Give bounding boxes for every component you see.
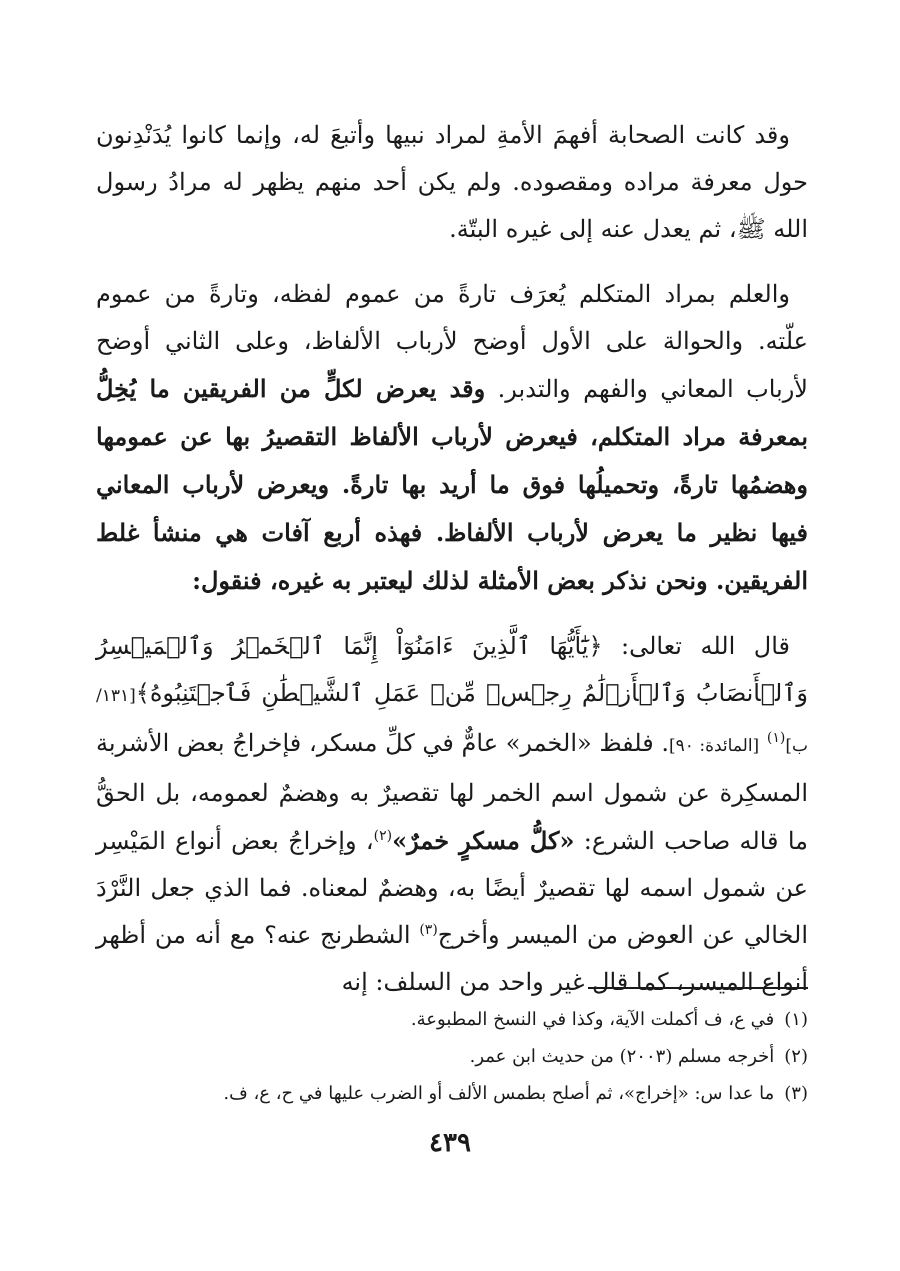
paragraph-3-text-2: ، وإخراجُ بعض أنواع المَيْسِر عن شمول اسمه لها تقصيرٌ أيضًا به، وهضمٌ لمعناه. فما الذي جعل النَّرْدَ الخالي عن العوض من الميسر وأخرج [96, 827, 808, 949]
quran-verse: ﴿يَٰٓأَيُّهَا ٱلَّذِينَ ءَامَنُوٓاْ إِنَّمَا ٱلۡخَمۡرُ وَٱلۡمَيۡسِرُ وَٱلۡأَنصَابُ وَٱلۡأَزۡلَٰمُ رِجۡسٞ مِّنۡ عَمَلِ ٱلشَّيۡطَٰنِ فَٱجۡتَنِبُوهُ﴾ [96, 632, 808, 707]
footnote-1-number: (١) [784, 1009, 808, 1030]
main-text [96, 112, 808, 1006]
paragraph-3 [96, 623, 808, 1006]
footnote-3 [120, 1075, 808, 1112]
footnotes [120, 1001, 808, 1112]
page-number: ٤٣٩ [429, 1128, 471, 1158]
paragraph-1-text: وقد كانت الصحابة أفهمَ الأمةِ لمراد نبيها وأتبعَ له، وإنما كانوا يُدَنْدِنون حول معرفة مراده ومقصوده. ولم يكن أحد منهم يظهر له مرادُ رسول الله ﷺ، ثم يعدل عنه إلى غيره البتّة. [96, 121, 808, 243]
footnote-marker-3: (٣) [419, 922, 438, 938]
sura-reference: [المائدة: ٩٠] [669, 736, 760, 756]
manuscript-reference: [١٣١/ب] [96, 686, 808, 756]
hadith-quote: «كلُّ مسكرٍ خمرٌ» [392, 826, 575, 855]
footnote-2-number: (٢) [784, 1046, 808, 1067]
footnote-marker-2: (٢) [373, 828, 393, 844]
paragraph-3-intro: قال الله تعالى: [621, 632, 790, 660]
paragraph-2-normal-text: والعلم بمراد المتكلم يُعرَف تارةً من عموم لفظه، وتارةً من عموم علّته. والحوالة على الأول أوضح لأرباب الألفاظ، وعلى الثاني أوضح لأرباب المعاني والفهم والتدبر. [96, 280, 808, 403]
paragraph-3-text-1: . فلفظ «الخمر» عامٌّ في كلِّ مسكر، فإخراجُ بعض الأشربة المسكِرة عن شمول اسم الخمر لها تقصيرٌ به وهضمٌ لعمومه، بل الحقُّ ما قاله صاحب الشرع: [96, 729, 808, 855]
footnote-1-text: في ع، ف أكملت الآية، وكذا في النسخ المطبوعة. [410, 1009, 775, 1030]
footnote-separator [588, 987, 808, 989]
footnote-2-text: أخرجه مسلم (٢٠٠٣) من حديث ابن عمر. [469, 1046, 775, 1067]
footnote-3-number: (٣) [784, 1083, 808, 1104]
paragraph-2 [96, 271, 808, 605]
footnote-2 [120, 1038, 808, 1075]
footnote-3-text: ما عدا س: «إخراج»، ثم أصلح بطمس الألف أو الضرب عليها في ح، ع، ف. [223, 1083, 775, 1104]
paragraph-2-bold-text: وقد يعرض لكلٍّ من الفريقين ما يُخِلُّ بمعرفة مراد المتكلم، فيعرض لأرباب الألفاظ التقصيرُ بها عن عمومها وهضمُها تارةً، وتحميلُها فوق ما أريد بها تارةً. ويعرض لأرباب المعاني فيها نظير ما يعرض لأرباب الألفاظ. فهذه أربع آفات هي منشأ غلط الفريقين. ونحن نذكر بعض الأمثلة لذلك ليعتبر به غيره، فنقول: [96, 374, 808, 595]
footnote-marker-1: (١) [766, 730, 786, 746]
footnote-1 [120, 1001, 808, 1038]
paragraph-1 [96, 112, 808, 253]
paragraph-3-text-3: الشطرنج عنه؟ مع أنه من أظهر أنواع الميسر، كما قال غير واحد من السلف: إنه [96, 921, 808, 996]
